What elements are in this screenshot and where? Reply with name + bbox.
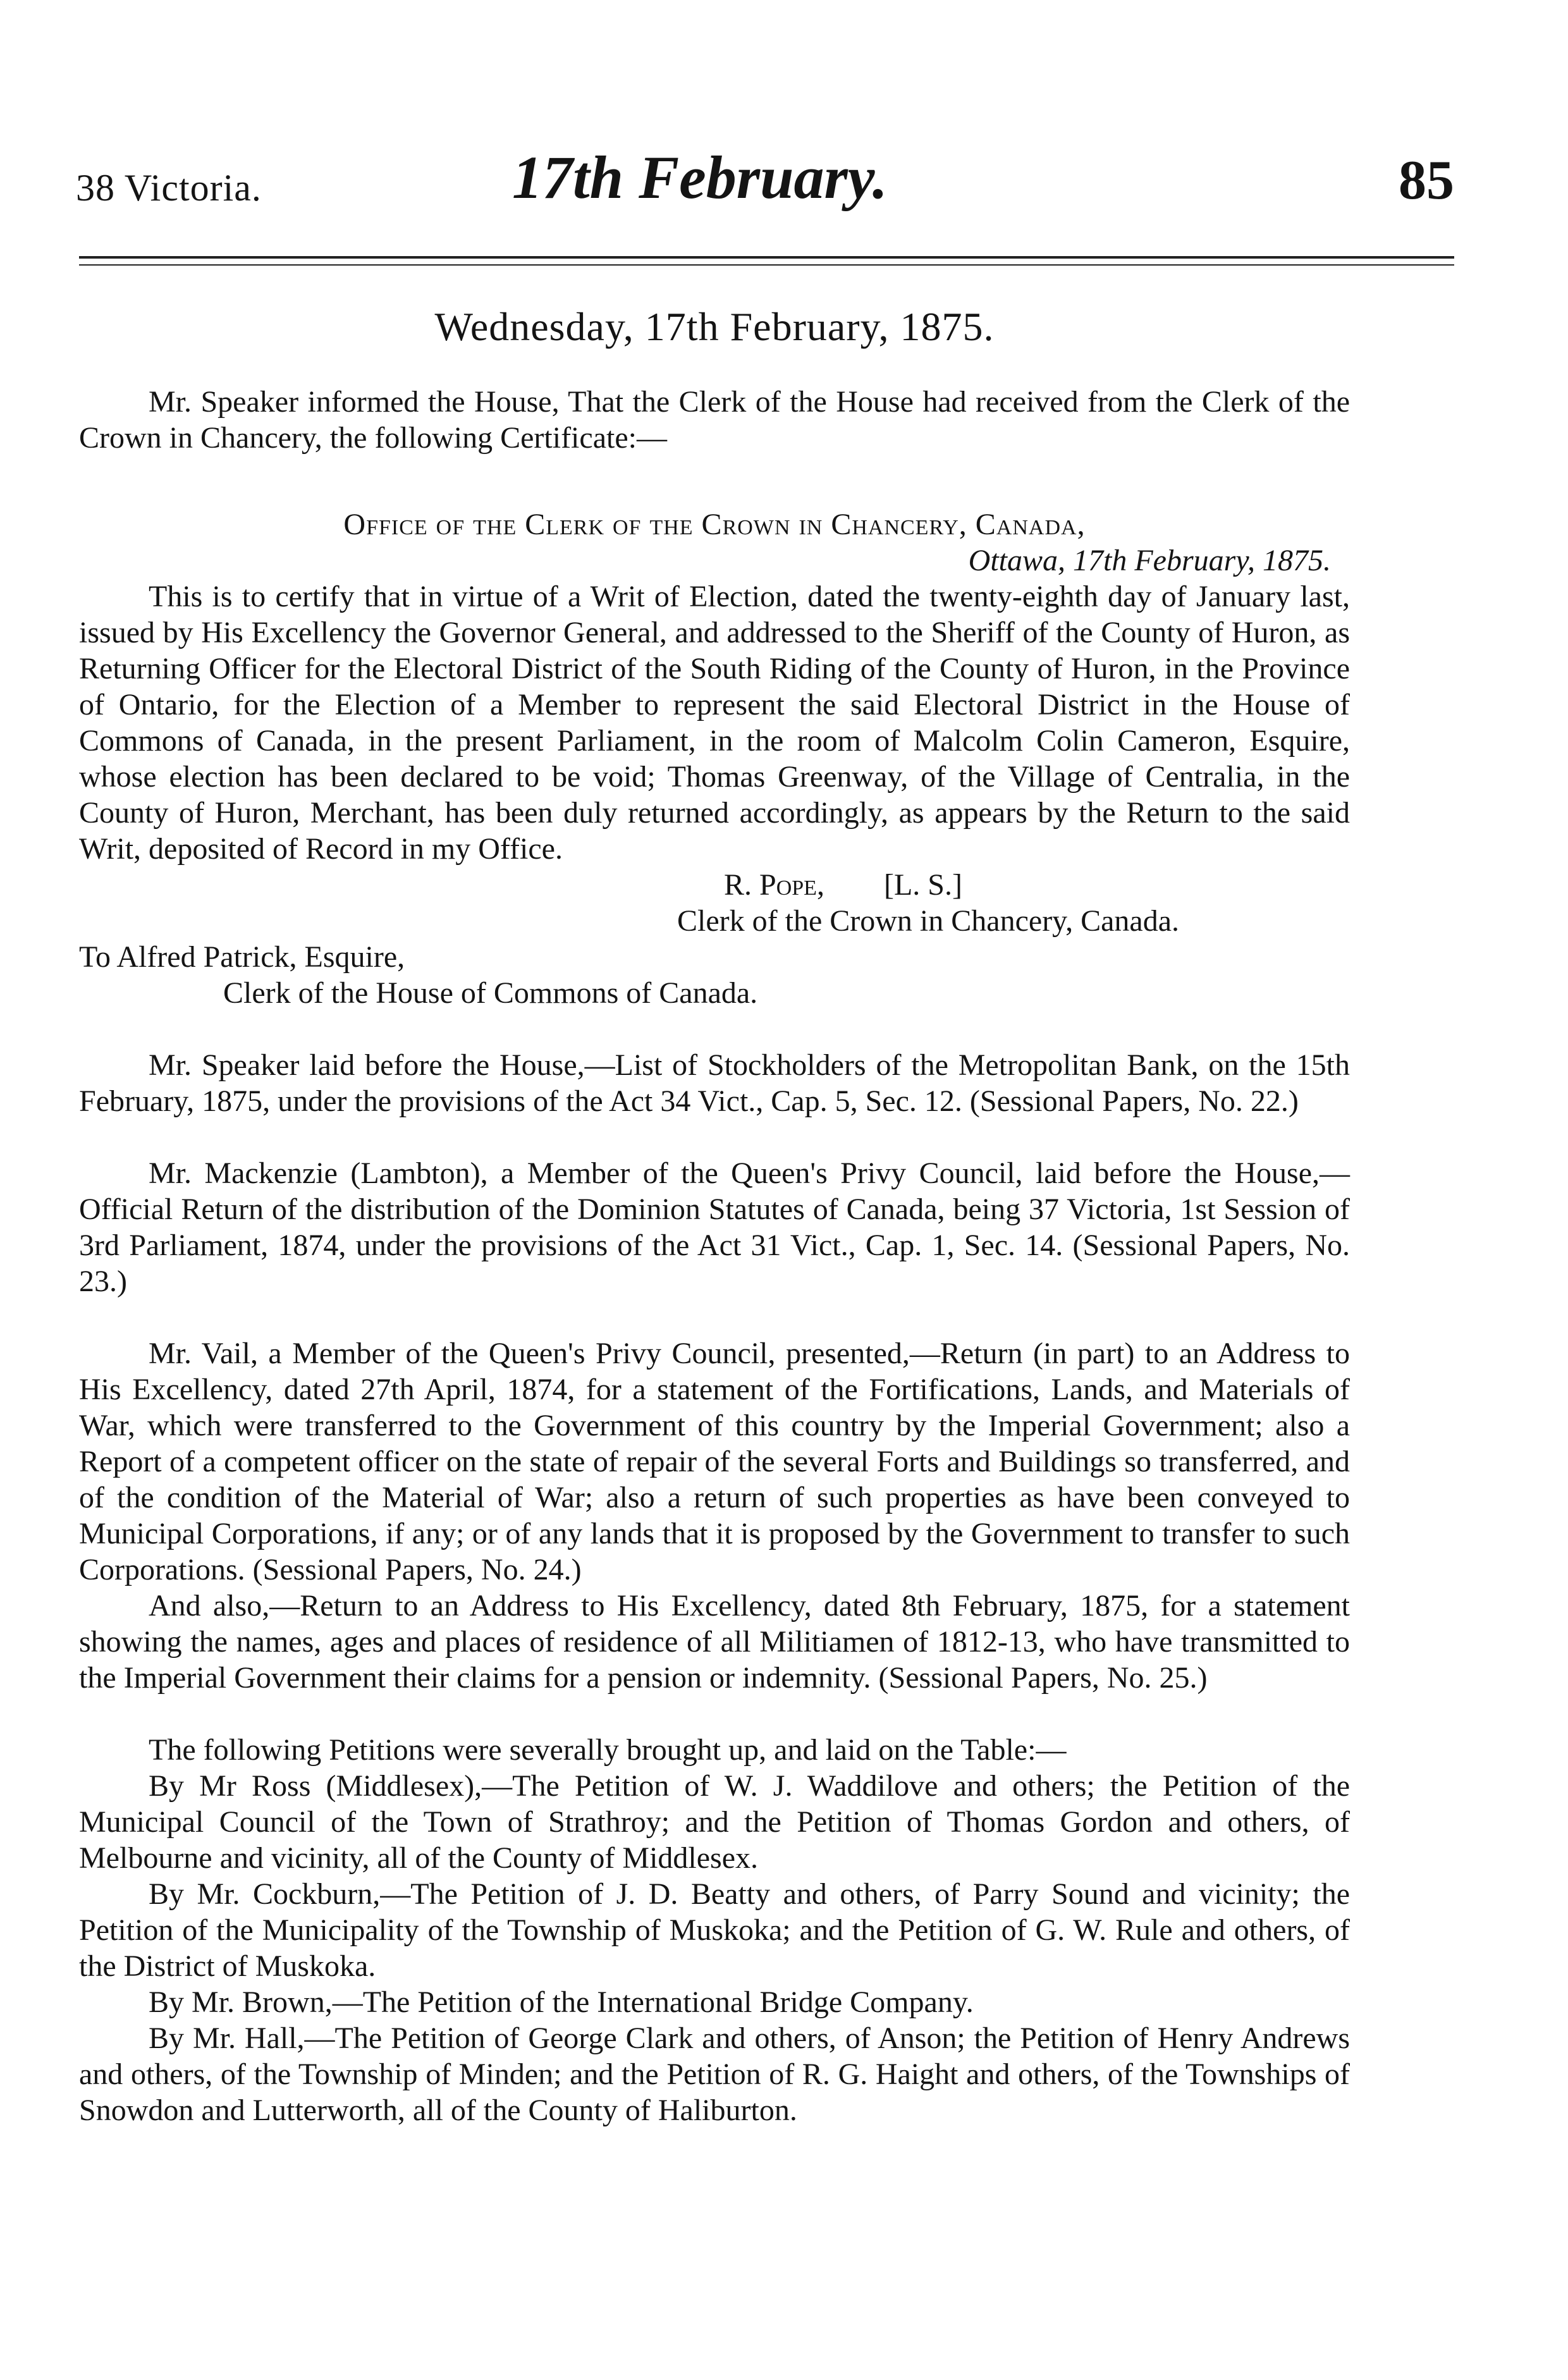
page-number: 85 (1399, 150, 1454, 211)
header-regnal-year: 38 Victoria. (76, 167, 262, 209)
petitions-intro: The following Petitions were severally brought up, and laid on the Table:— (149, 1733, 1067, 1767)
stockholders-paragraph: Mr. Speaker laid before the House,—List of Stockholders of the Metropolitan Bank, on the 15th February, 1875, under the provisions of the Act 34 Vict., Cap. 5, Sec. 12. (Sessional Papers, No. 22.) (79, 1048, 1350, 1118)
mackenzie-paragraph: Mr. Mackenzie (Lambton), a Member of the Queen's Privy Council, laid before the House,—Official Return of the distribution of the Dominion Statutes of Canada, being 37 Victoria, 1st Session of 3rd Parliament, 1874, under the provisions of the Act 31 Vict., Cap. 1, Sec. 14. (Sessional Papers, No. 23.) (79, 1156, 1350, 1298)
signatory-title: Clerk of the Crown in Chancery, Canada. (677, 904, 1179, 938)
header-rule-thick (79, 256, 1454, 259)
certificate-place-date: Ottawa, 17th February, 1875. (968, 544, 1331, 577)
petition-item: By Mr. Cockburn,—The Petition of J. D. Beatty and others, of Parry Sound and vicinity; the Petition of the Municipality of the Township of Muskoka; and the Petition of G. W. Rule and others, of the District of Muskoka. (79, 1877, 1350, 1983)
vail-paragraph: Mr. Vail, a Member of the Queen's Privy Council, presented,—Return (in part) to an Address to His Excellency, dated 27th April, 1874, for a statement of the Fortifications, Lands, and Materials of War, which were transferred to the Government of this country by the Imperial Government; also a Report of a competent officer on the state of repair of the several Forts and Buildings so transferred, and of the condition of the Material of War; also a return of such properties as have been conveyed to Municipal Corporations, if any; or of any lands that it is proposed by the Government to transfer to such Corporations. (Sessional Papers, No. 24.) (79, 1337, 1350, 1586)
petition-item: By Mr Ross (Middlesex),—The Petition of W. J. Waddilove and others; the Petition of the Municipal Council of the Town of Strathroy; and the Petition of Thomas Gordon and others, of Melbourne and vicinity, all of the County of Middlesex. (79, 1769, 1350, 1875)
seal-mark: [L. S.] (883, 868, 962, 902)
header-rule-thin (79, 264, 1454, 266)
date-heading: Wednesday, 17th February, 1875. (434, 304, 995, 349)
certificate-signature (79, 867, 1350, 903)
signature-name: R. Pope, (724, 868, 824, 902)
addressee: To Alfred Patrick, Esquire, (79, 940, 405, 974)
intro-paragraph: Mr. Speaker informed the House, That the Clerk of the House had received from the Clerk of the Crown in Chancery, the following Certificate:— (79, 385, 1350, 455)
running-header (76, 142, 1454, 212)
petition-item: By Mr. Hall,—The Petition of George Clark and others, of Anson; the Petition of Henry Andrews and others, of the Township of Minden; and the Petition of R. G. Haight and others, of the Townships of Snowdon and Lutterworth, all of the County of Haliburton. (79, 2021, 1350, 2127)
addressee-title: Clerk of the House of Commons of Canada. (223, 976, 758, 1010)
address-return-paragraph: And also,—Return to an Address to His Excellency, dated 8th February, 1875, for a statement showing the names, ages and places of residence of all Militiamen of 1812-13, who have transmitted to the Imperial Government their claims for a pension or indemnity. (Sessional Papers, No. 25.) (79, 1589, 1350, 1695)
page-body (79, 304, 1350, 2128)
certificate-office: Office of the Clerk of the Crown in Chancery, Canada, (343, 508, 1086, 541)
certificate-body: This is to certify that in virtue of a Writ of Election, dated the twenty-eighth day of January last, issued by His Excellency the Governor General, and addressed to the Sheriff of the County of Huron, as Returning Officer for the Electoral District of the South Riding of the County of Huron, in the Province of Ontario, for the Election of a Member to represent the said Electoral District in the House of Commons of Canada, in the present Parliament, in the room of Malcolm Colin Cameron, Esquire, whose election has been declared to be void; Thomas Greenway, of the Village of Centralia, in the County of Huron, Merchant, has been duly returned accordingly, as appears by the Return to the said Writ, deposited of Record in my Office. (79, 580, 1350, 866)
petition-item: By Mr. Brown,—The Petition of the International Bridge Company. (149, 1985, 974, 2019)
header-date: 17th February. (512, 144, 888, 211)
